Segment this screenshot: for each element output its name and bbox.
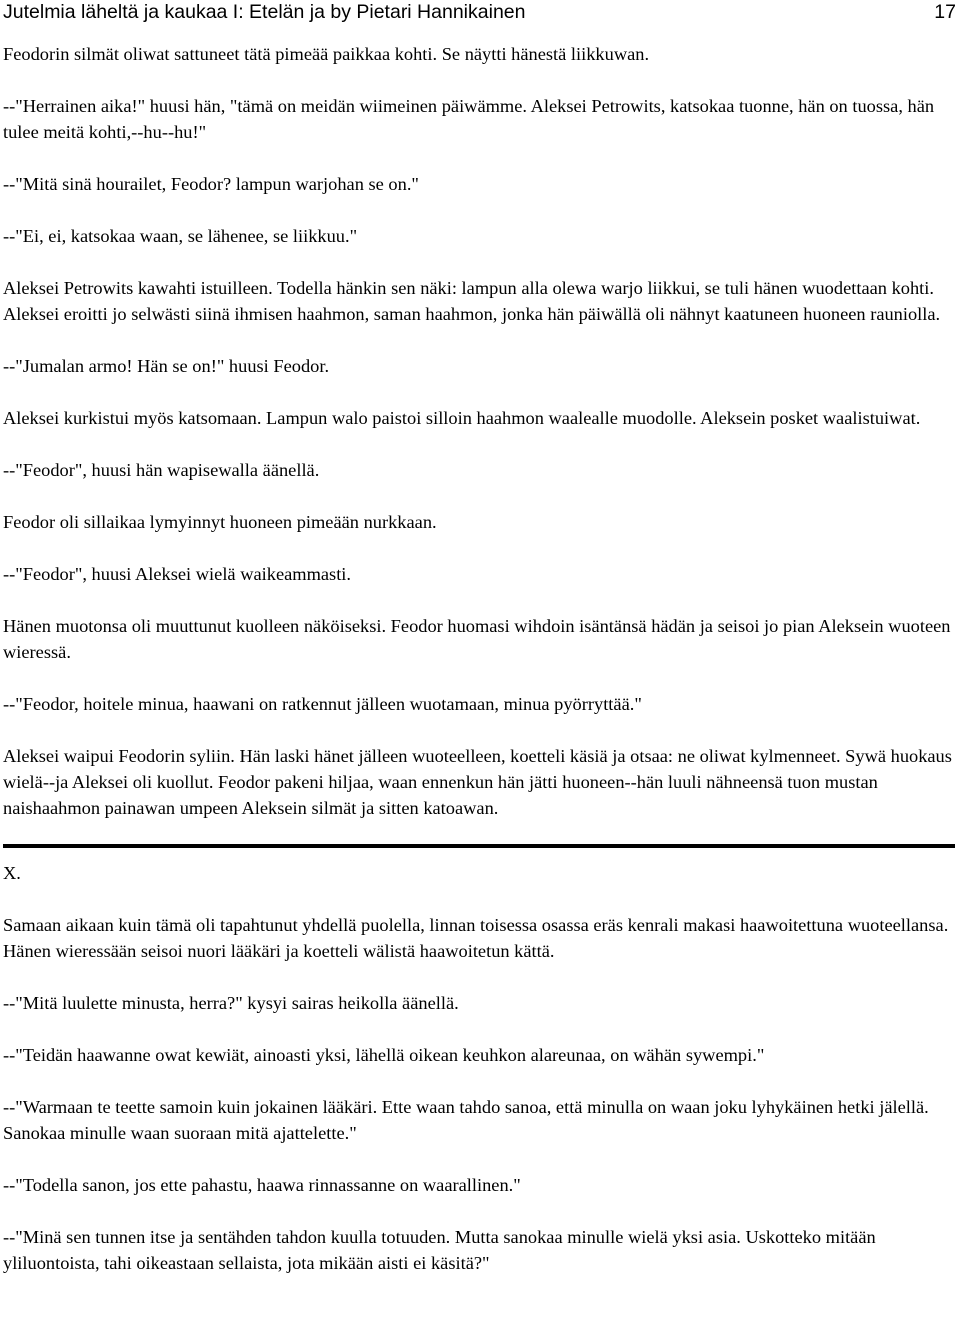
paragraph: Feodor oli sillaikaa lymyinnyt huoneen pimeään nurkkaan.: [3, 512, 437, 532]
paragraph: --"Todella sanon, jos ette pahastu, haawa rinnassanne on waarallinen.": [3, 1175, 521, 1195]
paragraph: --"Mitä sinä hourailet, Feodor? lampun warjohan se on.": [3, 174, 419, 194]
paragraph: --"Herrainen aika!" huusi hän, "tämä on meidän wiimeinen päiwämme. Aleksei Petrowits, katsokaa tuonne, hän on tuossa, hän tulee meitä kohti,--hu--hu!": [3, 96, 935, 142]
paragraph: Samaan aikaan kuin tämä oli tapahtunut yhdellä puolella, linnan toisessa osassa eräs kenrali makasi haawoitettuna wuoteellansa. Hänen wieressään seisoi nuori lääkäri ja koetteli wälistä haawoitetun kättä.: [3, 915, 949, 961]
paragraph: --"Teidän haawanne owat kewiät, ainoasti yksi, lähellä oikean keuhkon alareunaa, on wähän sywempi.": [3, 1045, 765, 1065]
page-number: 17: [934, 1, 956, 23]
paragraph: Aleksei kurkistui myös katsomaan. Lampun walo paistoi silloin haahmon waalealle muodolle. Aleksein posket waalistuiwat.: [3, 408, 921, 428]
paragraph: Aleksei Petrowits kawahti istuilleen. Todella hänkin sen näki: lampun alla olewa warjo liikkui, se tuli hänen wuodettaan kohti. Aleksei eroitti jo selwästi siinä ihmisen haahmon, saman haahmon, jonka hän päiwällä oli nähnyt kaatuneen huoneen rauniolla.: [3, 278, 941, 324]
paragraph: --"Feodor", huusi hän wapisewalla äänellä.: [3, 460, 320, 480]
paragraph: Feodorin silmät oliwat sattuneet tätä pimeää paikkaa kohti. Se näytti hänestä liikkuwan.: [3, 44, 650, 64]
paragraph: --"Feodor", huusi Aleksei wielä waikeammasti.: [3, 564, 352, 584]
paragraph: --"Minä sen tunnen itse ja sentähden tahdon kuulla totuuden. Mutta sanokaa minulle wielä yksi asia. Uskotteko mitään yliluontoista, tahi oikeastaan sellaista, jota mikään aisti ei käsitä?": [3, 1227, 876, 1273]
paragraph: --"Warmaan te teette samoin kuin jokainen lääkäri. Ette waan tahdo sanoa, että minulla on waan joku lyhykäinen hetki jälellä. Sanokaa minulle waan suoraan mitä ajattelette.": [3, 1097, 929, 1143]
paragraph: --"Ei, ei, katsokaa waan, se lähenee, se liikkuu.": [3, 226, 358, 246]
paragraph: --"Jumalan armo! Hän se on!" huusi Feodor.: [3, 356, 330, 376]
chapter-heading: X.: [3, 863, 21, 883]
paragraph: Hänen muotonsa oli muuttunut kuolleen näköiseksi. Feodor huomasi wihdoin isäntänsä hädän ja seisoi jo pian Aleksein wuoteen wieressä.: [3, 616, 951, 662]
horizontal-rule: [3, 844, 955, 848]
paragraph: Aleksei waipui Feodorin syliin. Hän laski hänet jälleen wuoteelleen, koetteli käsiä ja otsaa: ne oliwat kylmenneet. Sywä huokaus wielä--ja Aleksei oli kuollut. Feodor pakeni hiljaa, waan ennenkun hän jätti huoneen--hän luuli nähneensä tuon mustan naishaahmon painawan umpeen Aleksein silmät ja sitten katoawan.: [3, 746, 952, 818]
page-body: [3, 41, 955, 1302]
paragraph: --"Mitä luulette minusta, herra?" kysyi sairas heikolla äänellä.: [3, 993, 459, 1013]
paragraph: --"Feodor, hoitele minua, haawani on ratkennut jälleen wuotamaan, minua pyörryttää.": [3, 694, 642, 714]
book-title: Jutelmia läheltä ja kaukaa I: Etelän ja by Pietari Hannikainen: [3, 1, 526, 23]
page-header: [0, 0, 960, 26]
